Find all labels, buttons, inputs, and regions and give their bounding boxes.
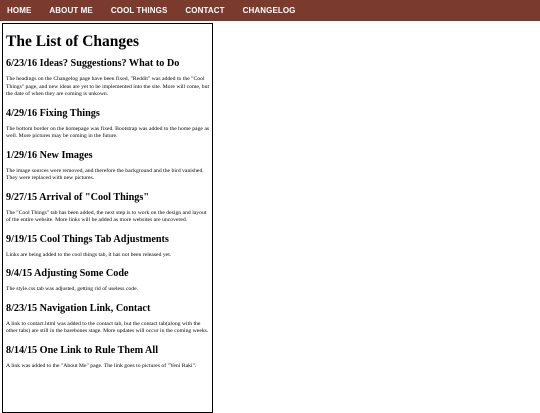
nav-changelog[interactable]: CHANGELOG [242,6,296,15]
entry-body: A link was added to the "About Me" page. The link goes to pictures of "Yeni Raki". [6,362,197,369]
entry-body: The image sources were removed, and therefore the background and the bird vanished. They were replaced with new pictures. [6,167,204,181]
nav-cool-things[interactable]: COOL THINGS [110,6,168,15]
entry-body: A link to contact.html was added to the contact tab, but the contact tab(along with the other tabs) are still in the barebones stage. More updates will occur in the coming weeks. [6,320,209,334]
entry-title: 6/23/16 Ideas? Suggestions? What to Do [6,58,180,69]
entry-title: 8/23/15 Navigation Link, Contact [6,302,151,314]
changelog-entry [6,107,210,141]
entry-title: 9/4/15 Adjusting Some Code [6,268,129,279]
top-navbar [0,0,540,21]
entry-body: The headings on the Changelog page have been fixed, "Reddit" was added to the "Cool Things" page, and new ideas are yet to be implemented into the site. More will come, but the date of when they are coming is unkown. [6,76,210,97]
nav-home[interactable]: HOME [7,6,32,15]
changelog-entry [6,149,210,183]
changelog-entry [6,191,210,225]
entry-body: The style.css tab was adjusted, getting rid of useless code. [6,286,139,292]
changelog-entry [6,344,210,371]
entry-body: The bottom border on the homepage was fixed. Bootstrap was added to the home page as well. More pictures may be coming in the future. [6,125,210,139]
entry-title: 1/29/16 New Images [6,149,93,161]
page-title: The List of Changes [6,33,140,50]
entry-title: 8/14/15 One Link to Rule Them All [6,344,159,356]
entry-title: 9/19/15 Cool Things Tab Adjustments [6,233,169,245]
nav-about-me[interactable]: ABOUT ME [49,6,93,15]
changelog-entry [6,302,210,336]
entry-title: 9/27/15 Arrival of "Cool Things" [6,191,150,203]
entry-body: The "Cool Things" tab has been added, the next step is to work on the design and layout of the entire website. More links will be added as more websites are uncovered. [6,209,207,223]
changelog-entry [6,267,210,294]
entry-body: Links are being added to the cool things tab, it has not been released yet. [6,251,172,258]
changelog-entry [6,233,210,260]
changelog-panel [2,23,213,413]
nav-contact[interactable]: CONTACT [185,6,225,15]
changelog-entry [6,57,210,99]
entry-title: 4/29/16 Fixing Things [6,107,100,119]
